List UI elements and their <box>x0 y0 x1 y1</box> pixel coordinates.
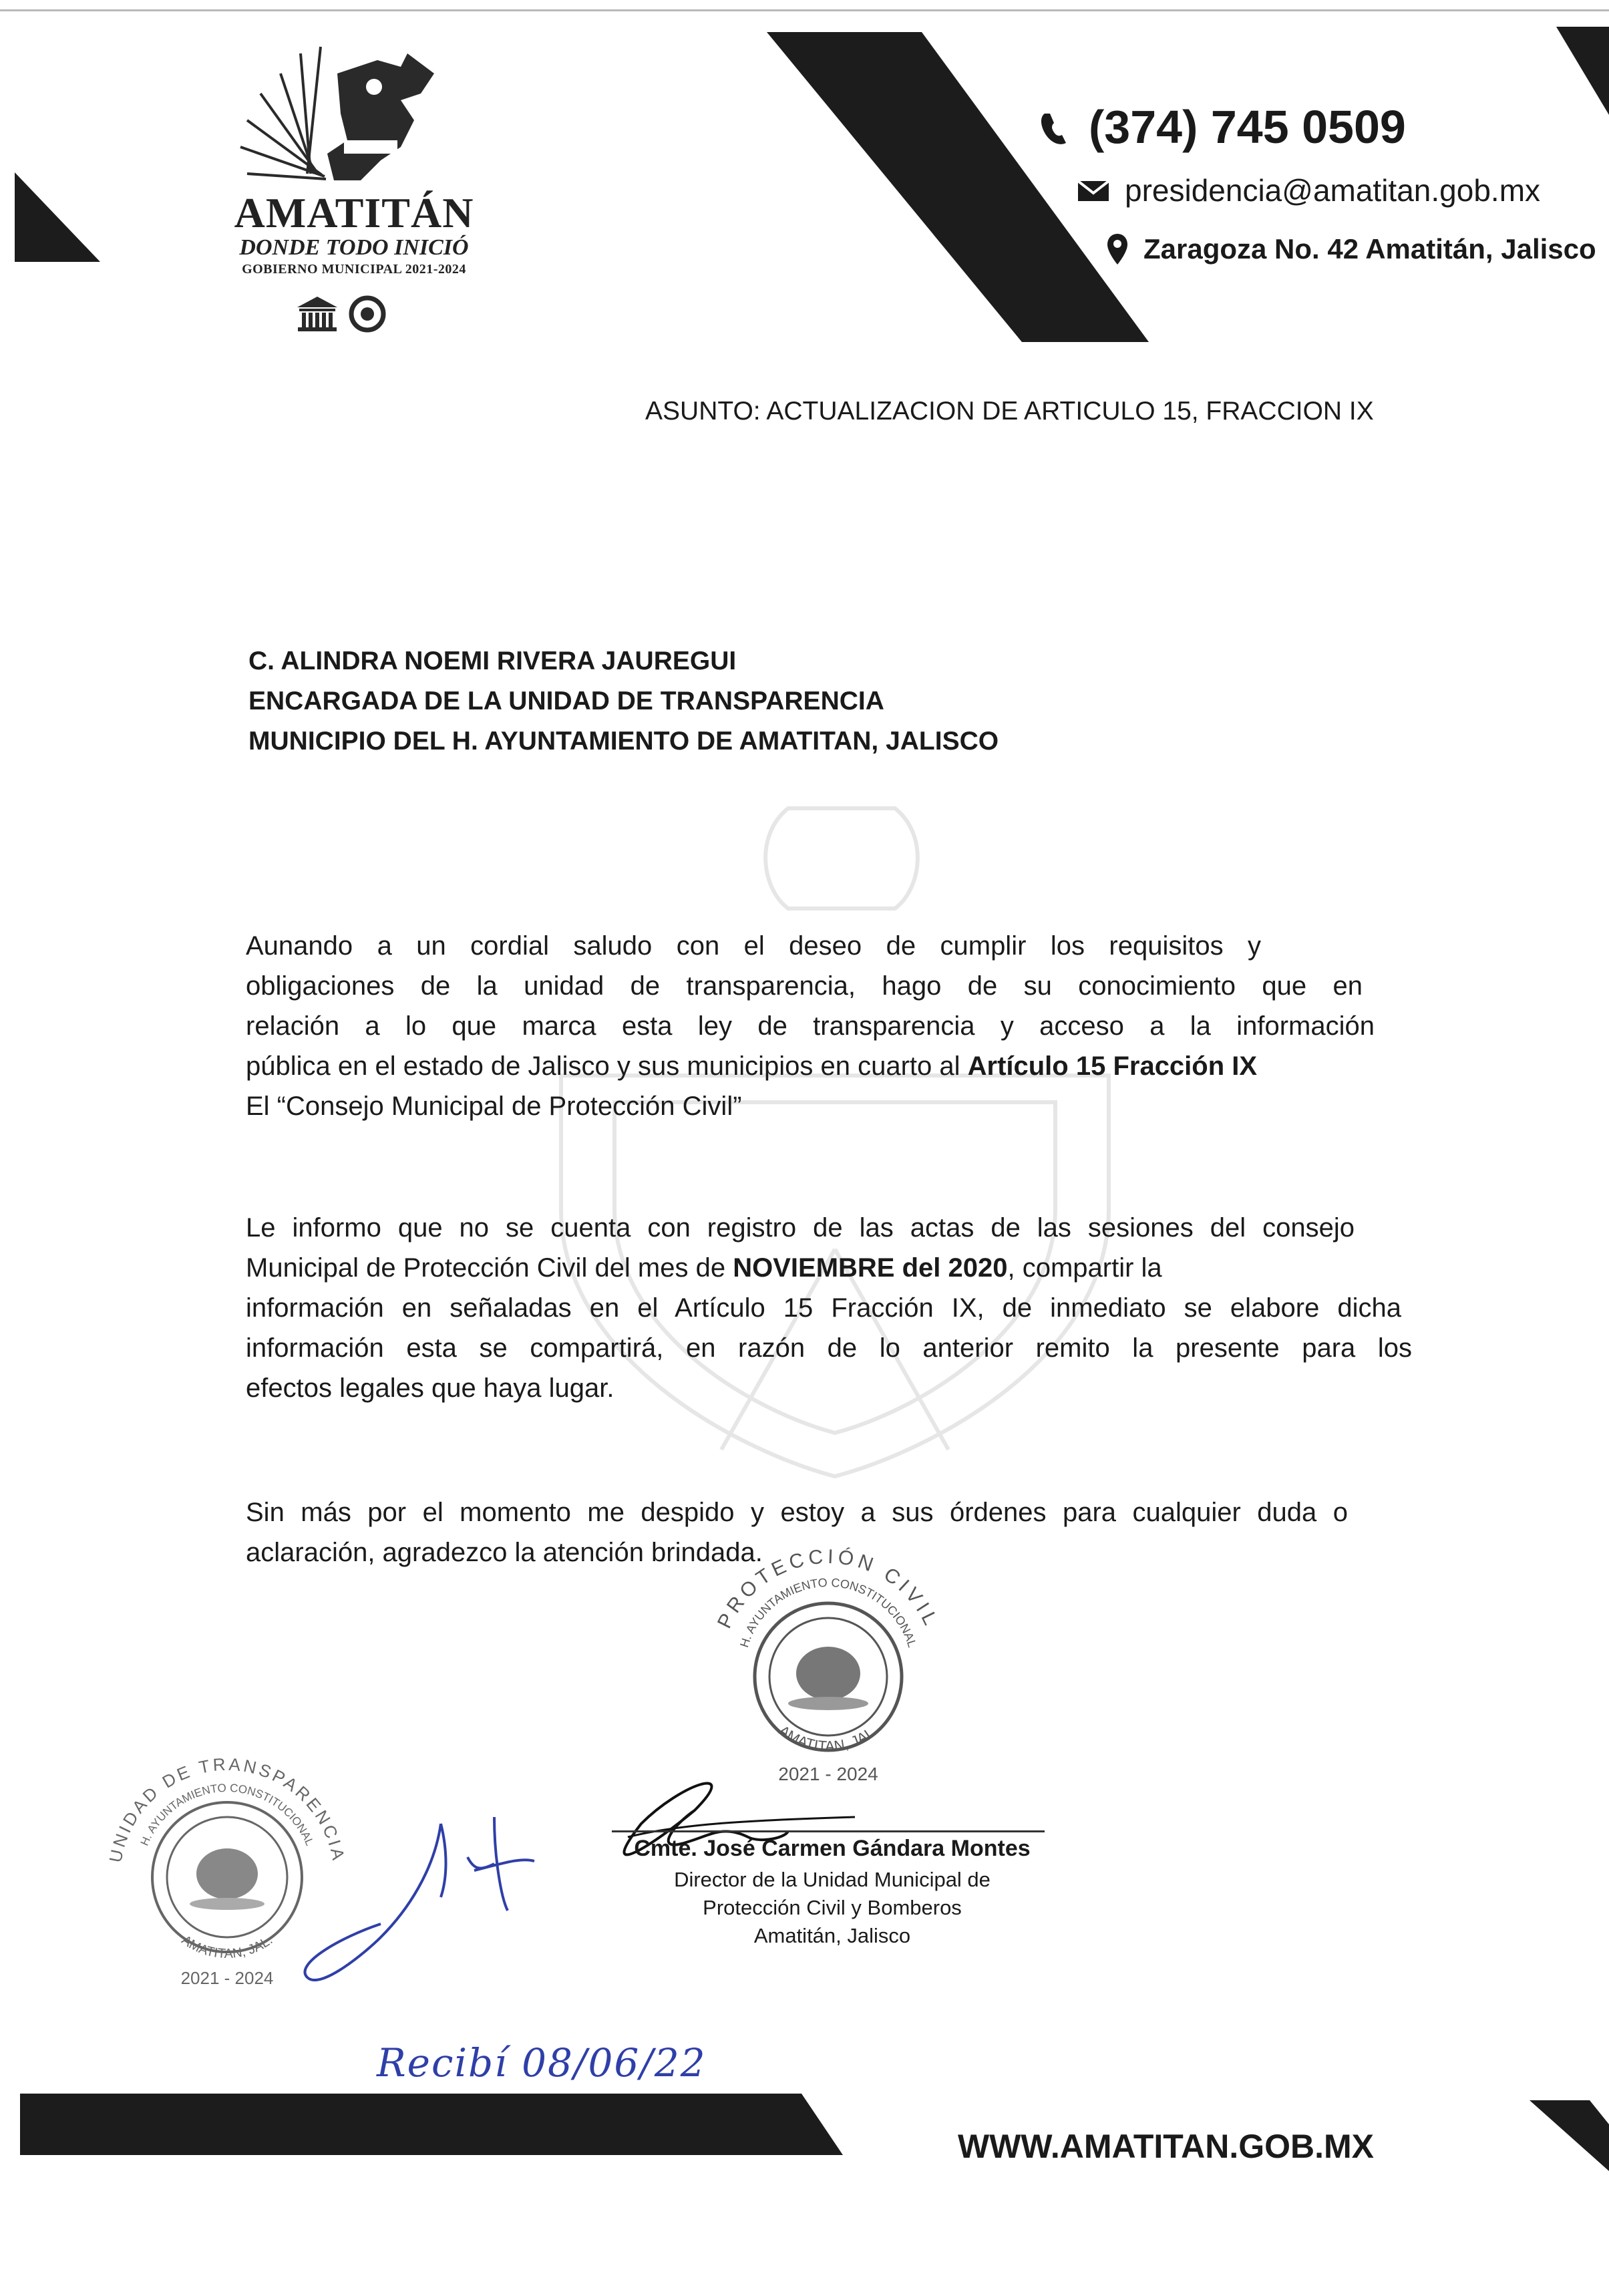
p1-line4-text: pública en el estado de Jalisco y sus municipios en cuarto al <box>246 1051 968 1081</box>
unesco-icon <box>297 297 337 331</box>
signatory-title-line1: Director de la Unidad Municipal de <box>674 1868 991 1891</box>
p1-line5: El “Consejo Municipal de Protección Civil” <box>246 1092 742 1121</box>
paragraph-notice <box>246 1208 1435 1408</box>
recipient-position: ENCARGADA DE LA UNIDAD DE TRANSPARENCIA <box>248 687 884 715</box>
footer-website[interactable]: WWW.AMATITAN.GOB.MX <box>958 2128 1375 2165</box>
p2-line2-tail: , compartir la <box>1007 1253 1162 1283</box>
month-year-reference: NOVIEMBRE del 2020 <box>733 1253 1008 1283</box>
map-pin-icon <box>1106 232 1129 266</box>
mexican-eagle-icon <box>788 1647 868 1710</box>
pueblo-magico-icon <box>351 298 383 330</box>
signatory-title-line3: Amatitán, Jalisco <box>753 1924 911 1947</box>
stamp-left-place: AMATITAN, JAL. <box>178 1933 276 1962</box>
p2-line4: información esta se compartirá, en razón de lo anterior remito la presente para los <box>246 1333 1412 1363</box>
footer-right-triangle <box>1530 2100 1609 2171</box>
received-note: Recibí 08/06/22 <box>377 2040 707 2086</box>
mexican-eagle-icon <box>190 1848 264 1910</box>
p1-line4 <box>246 1046 1435 1086</box>
p2-line1: Le informo que no se cuenta con registro de las actas de las sesiones del consejo <box>246 1213 1355 1243</box>
p3-line1: Sin más por el momento me despido y estoy a sus órdenes para cualquier duda o <box>246 1498 1348 1527</box>
signature-line <box>612 1830 1045 1832</box>
stamp-right-place: AMATITAN, JAL. <box>775 1721 881 1755</box>
recipient-institution: MUNICIPIO DEL H. AYUNTAMIENTO DE AMATITAN, JALISCO <box>248 727 999 756</box>
contact-email <box>1077 172 1540 208</box>
stamp-right-ring-top: PROTECCIÓN CIVIL <box>713 1545 944 1632</box>
recipient-signature <box>305 1817 534 1980</box>
amatitan-logo-emblem <box>200 27 494 334</box>
subject-line: ASUNTO: ACTUALIZACION DE ARTICULO 15, FRACCION IX <box>645 397 1374 426</box>
p3-line2: aclaración, agradezco la atención brindada. <box>246 1538 763 1567</box>
recipient-name: C. ALINDRA NOEMI RIVERA JAUREGUI <box>248 647 737 675</box>
logo-title: AMATITÁN <box>234 189 474 236</box>
stamp-left-ring-top: UNIDAD DE TRANSPARENCIA <box>105 1754 349 1864</box>
stamp-left-ring-inner: H. AYUNTAMIENTO CONSTITUCIONAL <box>138 1781 317 1848</box>
stamp-right-ring-inner: H. AYUNTAMIENTO CONSTITUCIONAL <box>737 1575 919 1649</box>
phone-icon <box>1037 107 1071 147</box>
p2-line3: información en señaladas en el Artículo 15 Fracción IX, de inmediato se elabore dicha <box>246 1293 1401 1323</box>
street-address: Zaragoza No. 42 Amatitán, Jalisco <box>1143 233 1596 265</box>
logo-subtitle: DONDE TODO INICIÓ <box>239 235 469 260</box>
stamp-right-years: 2021 - 2024 <box>778 1764 878 1784</box>
footer-left-bar <box>20 2094 843 2155</box>
p2-line5: efectos legales que haya lugar. <box>246 1373 614 1403</box>
stamp-left-years: 2021 - 2024 <box>180 1968 274 1988</box>
logo-government-period: GOBIERNO MUNICIPAL 2021-2024 <box>242 262 466 277</box>
envelope-icon <box>1077 178 1110 202</box>
email-address[interactable]: presidencia@amatitan.gob.mx <box>1125 173 1541 208</box>
p1-line2: obligaciones de la unidad de transparencia, hago de su conocimiento que en <box>246 971 1363 1001</box>
header-right-triangle <box>1556 27 1609 115</box>
phone-number: (374) 745 0509 <box>1089 101 1406 153</box>
contact-phone <box>1037 100 1406 154</box>
signatory-name: Cmte. José Carmen Gándara Montes <box>634 1836 1031 1861</box>
p2-line2-text: Municipal de Protección Civil del mes de <box>246 1253 733 1283</box>
p1-line1: Aunando a un cordial saludo con el deseo de cumplir los requisitos y <box>246 931 1261 961</box>
p1-line3: relación a lo que marca esta ley de transparencia y acceso a la información <box>246 1011 1375 1041</box>
signatory-title-line2: Protección Civil y Bomberos <box>703 1896 962 1919</box>
article-reference: Artículo 15 Fracción IX <box>967 1051 1258 1081</box>
header-left-triangle <box>15 172 100 262</box>
paragraph-greeting <box>246 926 1435 1126</box>
contact-address <box>1106 232 1596 266</box>
p2-line2 <box>246 1248 1435 1288</box>
